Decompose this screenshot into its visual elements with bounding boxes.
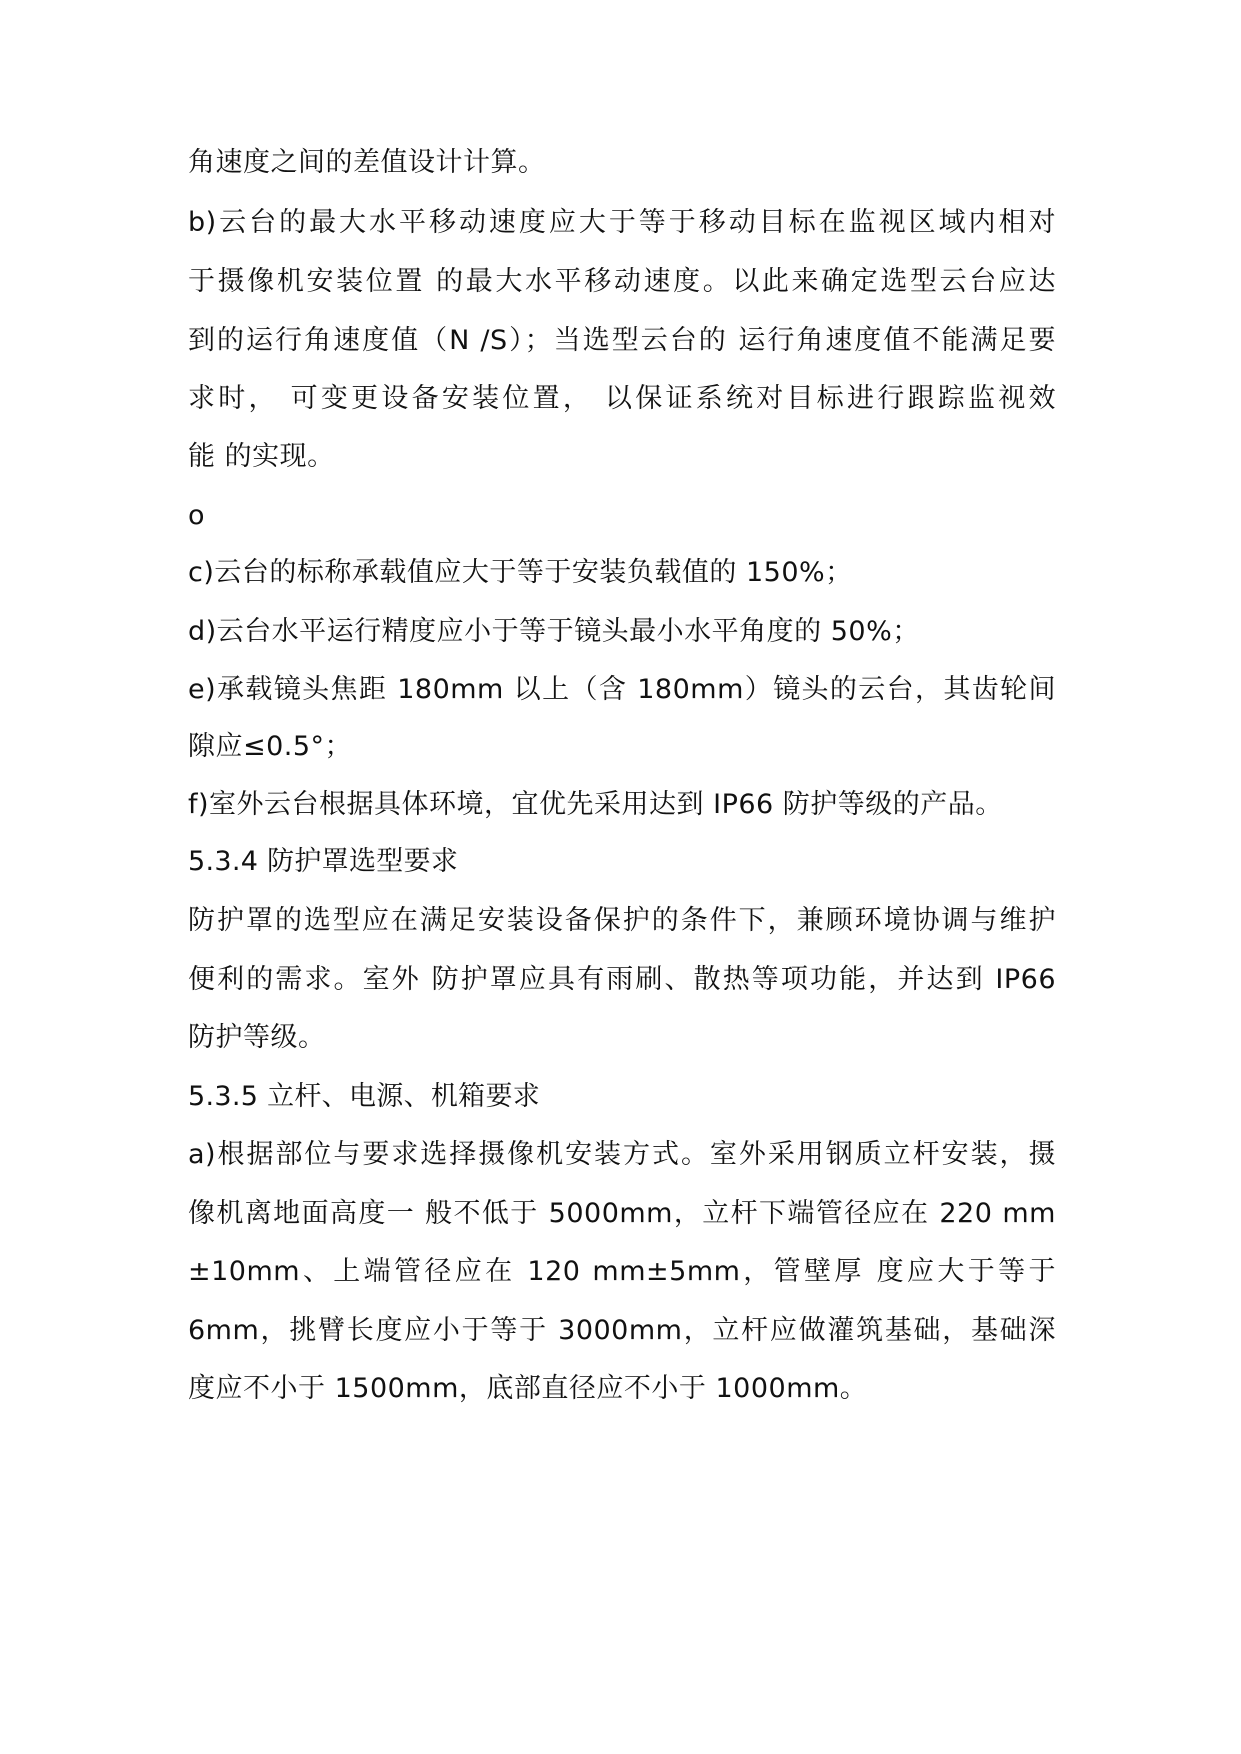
text-line-14: 防护罩的选型应在满足安装设备保护的条件下，兼顾环境协调与维护 [188,905,1056,936]
text-line-2: b)云台的最大水平移动速度应大于等于移动目标在监视区域内相对 [188,207,1056,238]
text-line-3: 于摄像机安装位置 的最大水平移动速度。以此来确定选型云台应达 [188,266,1056,297]
text-line-18: a)根据部位与要求选择摄像机安装方式。室外采用钢质立杆安装，摄 [188,1139,1056,1170]
text-line-21: 6mm，挑臂长度应小于等于 3000mm，立杆应做灌筑基础，基础深 [188,1315,1056,1346]
text-line-1: 角速度之间的差值设计计算。 [188,147,546,178]
text-line-4: 到的运行角速度值（N /S）；当选型云台的 运行角速度值不能满足要 [188,325,1056,356]
text-line-7: o [188,500,206,531]
section-heading-5-3-4: 5.3.4 防护罩选型要求 [188,846,459,877]
text-line-6: 能 的实现。 [188,441,335,472]
text-line-10: e)承载镜头焦距 180mm 以上（含 180mm）镜头的云台，其齿轮间 [188,674,1056,705]
text-line-20: ±10mm、上端管径应在 120 mm±5mm，管壁厚 度应大于等于 [188,1256,1056,1287]
text-line-22: 度应不小于 1500mm，底部直径应不小于 1000mm。 [188,1373,868,1404]
section-heading-5-3-5: 5.3.5 立杆、电源、机箱要求 [188,1081,541,1112]
text-line-12: f)室外云台根据具体环境，宜优先采用达到 IP66 防护等级的产品。 [188,789,1003,820]
text-line-8: c)云台的标称承载值应大于等于安装负载值的 150%； [188,557,853,588]
text-line-9: d)云台水平运行精度应小于等于镜头最小水平角度的 50%； [188,616,920,647]
text-line-16: 防护等级。 [188,1022,326,1053]
text-line-5: 求时， 可变更设备安装位置， 以保证系统对目标进行跟踪监视效 [188,383,1056,414]
text-line-15: 便利的需求。室外 防护罩应具有雨刷、散热等项功能，并达到 IP66 [188,964,1056,995]
text-line-19: 像机离地面高度一 般不低于 5000mm，立杆下端管径应在 220 mm [188,1198,1056,1229]
text-line-11: 隙应≤0.5°； [188,731,353,762]
